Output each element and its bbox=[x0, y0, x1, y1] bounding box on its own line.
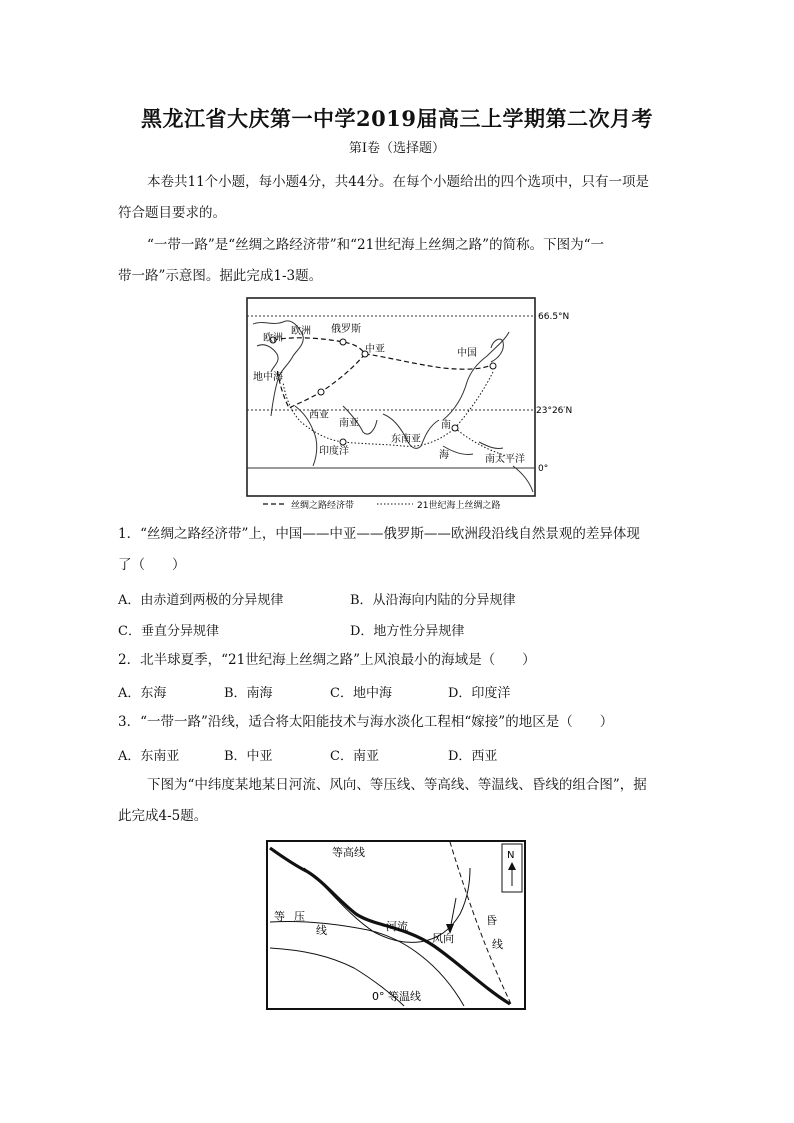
isoline-map bbox=[264, 838, 528, 1012]
q3-option-c: C．南亚 bbox=[330, 749, 379, 764]
label-europe-1: 欧洲 bbox=[263, 333, 283, 344]
q3-option-b: B．中亚 bbox=[224, 749, 273, 764]
west-asia-node bbox=[318, 389, 324, 395]
q1-option-a: A．由赤道到两极的分异规律 bbox=[118, 593, 284, 608]
label-isotherm: 0° 等温线 bbox=[372, 990, 421, 1003]
q1-option-b: B．从沿海向内陆的分异规律 bbox=[350, 593, 516, 608]
legend-land-label: 丝绸之路经济带 bbox=[291, 501, 355, 511]
q1-line-2: 了（ ） bbox=[118, 557, 186, 573]
indian-ocean-node bbox=[340, 439, 346, 445]
label-river: 河流 bbox=[386, 920, 408, 933]
label-isobar-2: 压 bbox=[294, 910, 305, 923]
label-central-asia: 中亚 bbox=[365, 344, 385, 355]
label-dusk-2: 线 bbox=[492, 938, 503, 951]
label-isobar-3: 线 bbox=[316, 924, 327, 937]
intro-line-1: 本卷共11个小题，每小题4分，共44分。在每个小题给出的四个选项中，只有一项是 bbox=[147, 174, 649, 190]
lat-tropic-label: 23°26′N bbox=[536, 406, 573, 416]
label-russia: 俄罗斯 bbox=[331, 324, 361, 335]
label-southeast-asia: 东南亚 bbox=[391, 434, 421, 445]
stem2-line-2: 此完成4-5题。 bbox=[118, 808, 208, 824]
label-europe-2: 欧洲 bbox=[291, 326, 311, 337]
label-wind: 风向 bbox=[432, 932, 454, 945]
q2-option-b: B．南海 bbox=[224, 686, 273, 701]
q1-line-1: 1．“丝绸之路经济带”上，中国——中亚——俄罗斯——欧洲段沿线自然景观的差异体现 bbox=[118, 526, 640, 542]
stem1-line-2: 带一路”示意图。据此完成1-3题。 bbox=[118, 268, 323, 284]
label-south-asia: 南亚 bbox=[339, 418, 359, 429]
label-indian-ocean: 印度洋 bbox=[319, 446, 349, 457]
label-contour: 等高线 bbox=[332, 846, 365, 859]
russia-node bbox=[340, 339, 346, 345]
q1-option-d: D．地方性分异规律 bbox=[350, 624, 465, 639]
label-west-asia: 西亚 bbox=[309, 410, 329, 421]
label-south-sea-2: 海 bbox=[439, 450, 449, 461]
document-title: 黑龙江省大庆第一中学2019届高三上学期第二次月考 bbox=[141, 106, 653, 131]
label-mediterranean: 地中海 bbox=[253, 372, 283, 383]
stem1-line-1: “一带一路”是“丝绸之路经济带”和“21世纪海上丝绸之路”的简称。下图为“一 bbox=[147, 237, 604, 253]
belt-road-map bbox=[243, 296, 583, 514]
q3-option-a: A．东南亚 bbox=[118, 749, 180, 764]
north-label: N bbox=[507, 850, 515, 861]
q1-option-c: C．垂直分异规律 bbox=[118, 624, 219, 639]
q2-option-d: D．印度洋 bbox=[448, 686, 511, 701]
section-subtitle: 第Ⅰ卷（选择题） bbox=[348, 141, 446, 156]
label-china: 中国 bbox=[457, 348, 477, 359]
lat-arctic-label: 66.5°N bbox=[538, 312, 570, 322]
legend-sea-label: 21世纪海上丝绸之路 bbox=[417, 501, 501, 511]
southeast-asia-node bbox=[452, 425, 458, 431]
q2-stem: 2．北半球夏季，“21世纪海上丝绸之路”上风浪最小的海域是（ ） bbox=[118, 652, 536, 668]
q2-option-c: C．地中海 bbox=[330, 686, 392, 701]
q3-stem: 3．“一带一路”沿线，适合将太阳能技术与海水淡化工程相“嫁接”的地区是（ ） bbox=[118, 714, 614, 730]
china-node bbox=[490, 363, 496, 369]
label-isobar-1: 等 bbox=[274, 910, 285, 923]
intro-line-2: 符合题目要求的。 bbox=[118, 205, 226, 221]
label-south-sea-1: 南 bbox=[441, 420, 451, 431]
q3-option-d: D．西亚 bbox=[448, 749, 498, 764]
q2-option-a: A．东海 bbox=[118, 686, 167, 701]
label-dusk-1: 昏 bbox=[486, 914, 497, 927]
stem2-line-1: 下图为“中纬度某地某日河流、风向、等压线、等高线、等温线、昏线的组合图”，据 bbox=[147, 777, 647, 793]
label-south-pacific: 南太平洋 bbox=[485, 454, 525, 465]
lat-equator-label: 0° bbox=[538, 464, 549, 474]
